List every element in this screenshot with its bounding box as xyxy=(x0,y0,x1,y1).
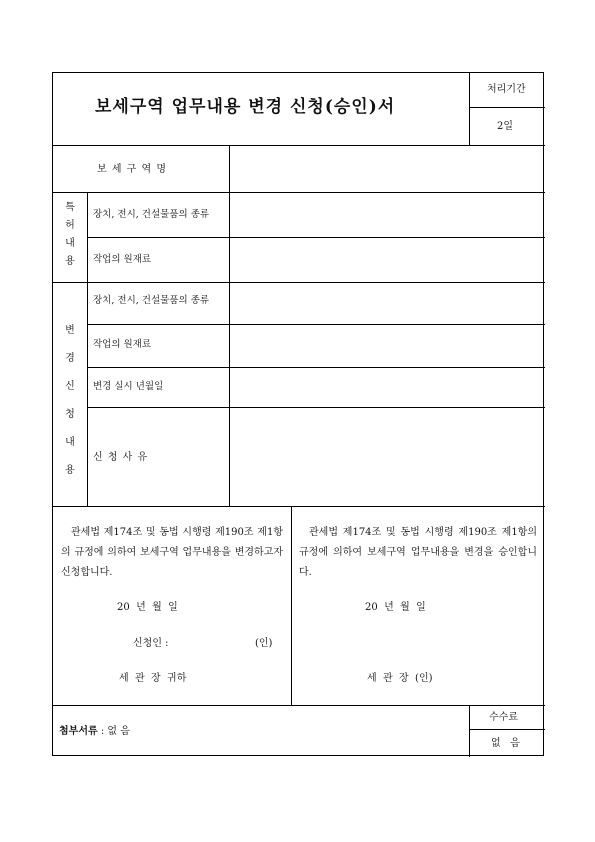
applicant-date: 20 년 월 일 xyxy=(117,602,178,613)
applicant-statement: 관세법 제174조 및 동법 시행령 제190조 제1항의 규정에 의하여 보세구역 업무내용을 변경하고자 신청합니다. xyxy=(61,527,283,578)
form-title: 보세구역 업무내용 변경 신청(승인)서 xyxy=(95,97,396,117)
patent-item-raw-materials: 작업의 원재료 xyxy=(93,254,152,265)
fee-value: 없 음 xyxy=(491,738,520,749)
change-request-label: 변 경 신 청 내 용 xyxy=(65,325,75,476)
request-reason-field[interactable] xyxy=(229,407,545,506)
approval-statement: 관세법 제174조 및 동법 시행령 제190조 제1항의 규정에 의하여 보세구역 업무내용을 변경을 승인합니다. xyxy=(299,527,537,578)
application-form xyxy=(52,72,544,756)
request-reason-label: 신 청 사 유 xyxy=(93,452,149,463)
patent-content-label: 특 허 내 용 xyxy=(65,202,75,267)
change-item-goods-type: 장치, 전시, 건설물품의 종류 xyxy=(93,295,210,306)
patent-item-goods-type: 장치, 전시, 건설물품의 종류 xyxy=(93,209,210,220)
approval-signer: 세 관 장 (인) xyxy=(367,673,433,684)
attachments-value: : 없 음 xyxy=(97,726,130,737)
change-item-raw-materials: 작업의 원재료 xyxy=(93,339,152,350)
attachments-label: 첨부서류 xyxy=(59,726,98,737)
change-goods-type-field[interactable] xyxy=(229,282,545,324)
patent-raw-materials-field[interactable] xyxy=(229,237,545,282)
processing-period-value: 2일 xyxy=(497,121,514,132)
applicant-seal: (인) xyxy=(255,638,273,649)
patent-goods-type-field[interactable] xyxy=(229,192,545,237)
bonded-area-name-field[interactable] xyxy=(229,145,545,192)
applicant-addressee: 세 관 장 귀하 xyxy=(119,673,187,684)
bonded-area-name-label: 보 세 구 역 명 xyxy=(97,164,168,175)
change-item-effective-date: 변경 실시 년월일 xyxy=(93,381,164,392)
approval-date: 20 년 월 일 xyxy=(365,602,426,613)
attachments xyxy=(59,726,130,738)
fee-label: 수수료 xyxy=(489,712,518,723)
change-effective-date-field[interactable] xyxy=(229,367,545,407)
processing-period-label: 처리기간 xyxy=(487,84,526,95)
change-raw-materials-field[interactable] xyxy=(229,324,545,367)
applicant-signer-label: 신청인 : xyxy=(133,638,169,649)
